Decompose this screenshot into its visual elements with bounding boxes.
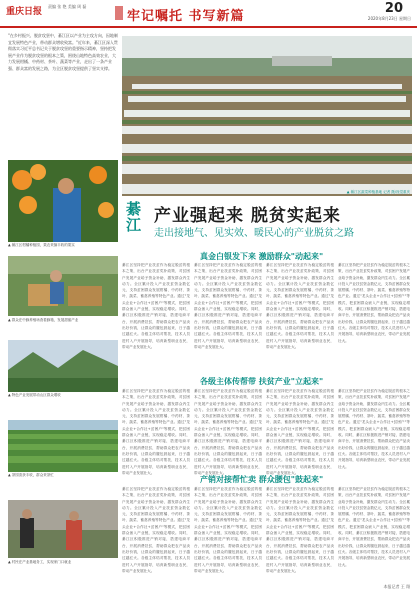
editor-credits: 责编 张 艳 美编 周 磊 — [48, 4, 87, 9]
caption-mountain: ▲ 特色产业发展带动山区群众增收 — [8, 393, 61, 397]
article-column: 綦江区坚持把产业扶贫作为稳定脱贫的根本之策，出台产业扶贫奖补政策，对贫困户发展产业给予资金补助，激发群众内生动力。全区累计投入产业扶贫资金数亿元，支持贫困群众发展柑橘、中药材、茶叶、蔬菜、畜禽养殖等特色产业。通过"龙头企业+合作社+贫困户"等模式，把贫困群众嵌入产业链，实现稳定增收。同时，綦江区积极推进产销对接，搭建电商平台，开展消费扶贫，帮助群众把农产品卖出好价钱，让群众的腰包鼓起来，日子越过越红火。各级主体结对帮扶，技术人员进村入户开展指导，培育新型职业农民，带动产业发展壮大。 — [122, 389, 190, 475]
newspaper-logo: 重庆日报 — [6, 7, 43, 17]
page-number: 20 — [384, 1, 403, 16]
banner-ribbon-left-icon — [115, 6, 123, 20]
article-column: 綦江区坚持把产业扶贫作为稳定脱贫的根本之策，出台产业扶贫奖补政策，对贫困户发展产业给予资金补助，激发群众内生动力。全区累计投入产业扶贫资金数亿元，支持贫困群众发展柑橘、中药材、茶叶、蔬菜、畜禽养殖等特色产业。通过"龙头企业+合作社+贫困户"等模式，把贫困群众嵌入产业链，实现稳定增收。同时，綦江区积极推进产销对接，搭建电商平台，开展消费扶贫，帮助群众把农产品卖出好价钱，让群众的腰包鼓起来，日子越过越红火。各级主体结对帮扶，技术人员进村入户开展指导，培育新型职业农民，带动产业发展壮大。 — [122, 263, 190, 349]
main-headline: 产业强起来 脱贫实起来 — [154, 206, 341, 226]
photo-beekeeping — [8, 256, 118, 316]
photo-mountain — [8, 340, 118, 392]
article-column: 綦江区坚持把产业扶贫作为稳定脱贫的根本之策，出台产业扶贫奖补政策，对贫困户发展产业给予资金补助，激发群众内生动力。全区累计投入产业扶贫资金数亿元，支持贫困群众发展柑橘、中药材、茶叶、蔬菜、畜禽养殖等特色产业。通过"龙头企业+合作社+贫困户"等模式，把贫困群众嵌入产业链，实现稳定增收。同时，綦江区积极推进产销对接，搭建电商平台，开展消费扶贫，帮助群众把农产品卖出好价钱，让群众的腰包鼓起来，日子越过越红火。各级主体结对帮扶，技术人员进村入户开展指导，培育新型职业农民，带动产业发展壮大。 — [266, 263, 334, 349]
article-column: 綦江区坚持把产业扶贫作为稳定脱贫的根本之策，出台产业扶贫奖补政策，对贫困户发展产业给予资金补助，激发群众内生动力。全区累计投入产业扶贫资金数亿元，支持贫困群众发展柑橘、中药材、茶叶、蔬菜、畜禽养殖等特色产业。通过"龙头企业+合作社+贫困户"等模式，把贫困群众嵌入产业链，实现稳定增收。同时，綦江区积极推进产销对接，搭建电商平台，开展消费扶贫，帮助群众把农产品卖出好价钱，让群众的腰包鼓起来，日子越过越红火。各级主体结对帮扶，技术人员进村入户开展指导，培育新型职业农民，带动产业发展壮大。 — [266, 389, 334, 475]
region-label: 綦江 — [126, 200, 142, 234]
sub-headline: 走出接地气、见实效、暖民心的产业脱贫之路 — [154, 228, 354, 239]
lead-paragraph: "在乡村振兴、脱贫攻坚中，綦江区以产业为主攻方向，因地制宜发展特色产业，带动群众增收致富。"近年来，綦江区深入贯彻落实习近平总书记关于脱贫攻坚的重要指示精神，坚持把发展产业作为脱贫攻坚的根本之策，围绕山地特色高效农业，大力发展柑橘、中药材、茶叶、蔬菜等产业，走出了一条产业强、群众富的发展之路，为全区脱贫攻坚提供了坚实支撑。 — [8, 33, 118, 71]
byline: 本报记者 王 翔 — [383, 584, 410, 589]
hero-caption: ▲ 綦江区蔬菜种植基地 记者 摄/视觉重庆 — [346, 190, 410, 194]
issue-date: 2020年8月23日 星期日 — [367, 16, 411, 21]
headline-block — [122, 197, 412, 247]
photo-orange-harvest — [8, 160, 118, 242]
caption-work: ▲ 村民在产业基地务工，实现家门口就业 — [8, 560, 72, 564]
column-banner-text: 牢记嘱托 书写新篇 — [127, 9, 245, 24]
caption-tea: ▲ 茶园喜获丰收，群众采茶忙 — [8, 473, 54, 477]
article-column: 綦江区坚持把产业扶贫作为稳定脱贫的根本之策，出台产业扶贫奖补政策，对贫困户发展产业给予资金补助，激发群众内生动力。全区累计投入产业扶贫资金数亿元，支持贫困群众发展柑橘、中药材、茶叶、蔬菜、畜禽养殖等特色产业。通过"龙头企业+合作社+贫困户"等模式，把贫困群众嵌入产业链，实现稳定增收。同时，綦江区积极推进产销对接，搭建电商平台，开展消费扶贫，帮助群众把农产品卖出好价钱，让群众的腰包鼓起来，日子越过越红火。各级主体结对帮扶，技术人员进村入户开展指导，培育新型职业农民，带动产业发展壮大。 — [194, 389, 262, 475]
hero-photo-farmland — [122, 36, 412, 196]
article-column: 綦江区坚持把产业扶贫作为稳定脱贫的根本之策，出台产业扶贫奖补政策，对贫困户发展产业给予资金补助，激发群众内生动力。全区累计投入产业扶贫资金数亿元，支持贫困群众发展柑橘、中药材、茶叶、蔬菜、畜禽养殖等特色产业。通过"龙头企业+合作社+贫困户"等模式，把贫困群众嵌入产业链，实现稳定增收。同时，綦江区积极推进产销对接，搭建电商平台，开展消费扶贫，帮助群众把农产品卖出好价钱，让群众的腰包鼓起来，日子越过越红火。各级主体结对帮扶，技术人员进村入户开展指导，培育新型职业农民，带动产业发展壮大。 — [194, 263, 262, 349]
column-banner — [115, 4, 305, 22]
article-column: 綦江区坚持把产业扶贫作为稳定脱贫的根本之策，出台产业扶贫奖补政策，对贫困户发展产业给予资金补助，激发群众内生动力。全区累计投入产业扶贫资金数亿元，支持贫困群众发展柑橘、中药材、茶叶、蔬菜、畜禽养殖等特色产业。通过"龙头企业+合作社+贫困户"等模式，把贫困群众嵌入产业链，实现稳定增收。同时，綦江区积极推进产销对接，搭建电商平台，开展消费扶贫，帮助群众把农产品卖出好价钱，让群众的腰包鼓起来，日子越过越红火。各级主体结对帮扶，技术人员进村入户开展指导，培育新型职业农民，带动产业发展壮大。 — [194, 487, 262, 573]
caption-bee: ▲ 群众在中蜂养殖场查看蜂箱，发展甜蜜产业 — [8, 318, 79, 322]
photo-tea-garden — [8, 420, 118, 472]
photo-villagers-work — [8, 500, 118, 558]
masthead — [0, 0, 417, 28]
section-heading-2: 各级主体传帮带 扶贫产业"立起来" — [200, 377, 324, 386]
article-column: 綦江区坚持把产业扶贫作为稳定脱贫的根本之策，出台产业扶贫奖补政策，对贫困户发展产业给予资金补助，激发群众内生动力。全区累计投入产业扶贫资金数亿元，支持贫困群众发展柑橘、中药材、茶叶、蔬菜、畜禽养殖等特色产业。通过"龙头企业+合作社+贫困户"等模式，把贫困群众嵌入产业链，实现稳定增收。同时，綦江区积极推进产销对接，搭建电商平台，开展消费扶贫，帮助群众把农产品卖出好价钱，让群众的腰包鼓起来，日子越过越红火。各级主体结对帮扶，技术人员进村入户开展指导，培育新型职业农民，带动产业发展壮大。 — [338, 263, 410, 343]
section-heading-3: 产销对接帮忙卖 群众腰包"鼓起来" — [200, 475, 324, 484]
caption-orange: ▲ 綦江区柑橘种植园，果农采摘丰收的果实 — [8, 243, 75, 247]
article-column: 綦江区坚持把产业扶贫作为稳定脱贫的根本之策，出台产业扶贫奖补政策，对贫困户发展产业给予资金补助，激发群众内生动力。全区累计投入产业扶贫资金数亿元，支持贫困群众发展柑橘、中药材、茶叶、蔬菜、畜禽养殖等特色产业。通过"龙头企业+合作社+贫困户"等模式，把贫困群众嵌入产业链，实现稳定增收。同时，綦江区积极推进产销对接，搭建电商平台，开展消费扶贫，帮助群众把农产品卖出好价钱，让群众的腰包鼓起来，日子越过越红火。各级主体结对帮扶，技术人员进村入户开展指导，培育新型职业农民，带动产业发展壮大。 — [338, 389, 410, 469]
article-column: 綦江区坚持把产业扶贫作为稳定脱贫的根本之策，出台产业扶贫奖补政策，对贫困户发展产业给予资金补助，激发群众内生动力。全区累计投入产业扶贫资金数亿元，支持贫困群众发展柑橘、中药材、茶叶、蔬菜、畜禽养殖等特色产业。通过"龙头企业+合作社+贫困户"等模式，把贫困群众嵌入产业链，实现稳定增收。同时，綦江区积极推进产销对接，搭建电商平台，开展消费扶贫，帮助群众把农产品卖出好价钱，让群众的腰包鼓起来，日子越过越红火。各级主体结对帮扶，技术人员进村入户开展指导，培育新型职业农民，带动产业发展壮大。 — [122, 487, 190, 573]
article-column: 綦江区坚持把产业扶贫作为稳定脱贫的根本之策，出台产业扶贫奖补政策，对贫困户发展产业给予资金补助，激发群众内生动力。全区累计投入产业扶贫资金数亿元，支持贫困群众发展柑橘、中药材、茶叶、蔬菜、畜禽养殖等特色产业。通过"龙头企业+合作社+贫困户"等模式，把贫困群众嵌入产业链，实现稳定增收。同时，綦江区积极推进产销对接，搭建电商平台，开展消费扶贫，帮助群众把农产品卖出好价钱，让群众的腰包鼓起来，日子越过越红火。各级主体结对帮扶，技术人员进村入户开展指导，培育新型职业农民，带动产业发展壮大。 — [266, 487, 334, 573]
article-column: 綦江区坚持把产业扶贫作为稳定脱贫的根本之策，出台产业扶贫奖补政策，对贫困户发展产业给予资金补助，激发群众内生动力。全区累计投入产业扶贫资金数亿元，支持贫困群众发展柑橘、中药材、茶叶、蔬菜、畜禽养殖等特色产业。通过"龙头企业+合作社+贫困户"等模式，把贫困群众嵌入产业链，实现稳定增收。同时，綦江区积极推进产销对接，搭建电商平台，开展消费扶贫，帮助群众把农产品卖出好价钱，让群众的腰包鼓起来，日子越过越红火。各级主体结对帮扶，技术人员进村入户开展指导，培育新型职业农民，带动产业发展壮大。 — [338, 487, 410, 567]
section-heading-1: 真金白银发下来 激励群众"动起来" — [200, 252, 324, 261]
